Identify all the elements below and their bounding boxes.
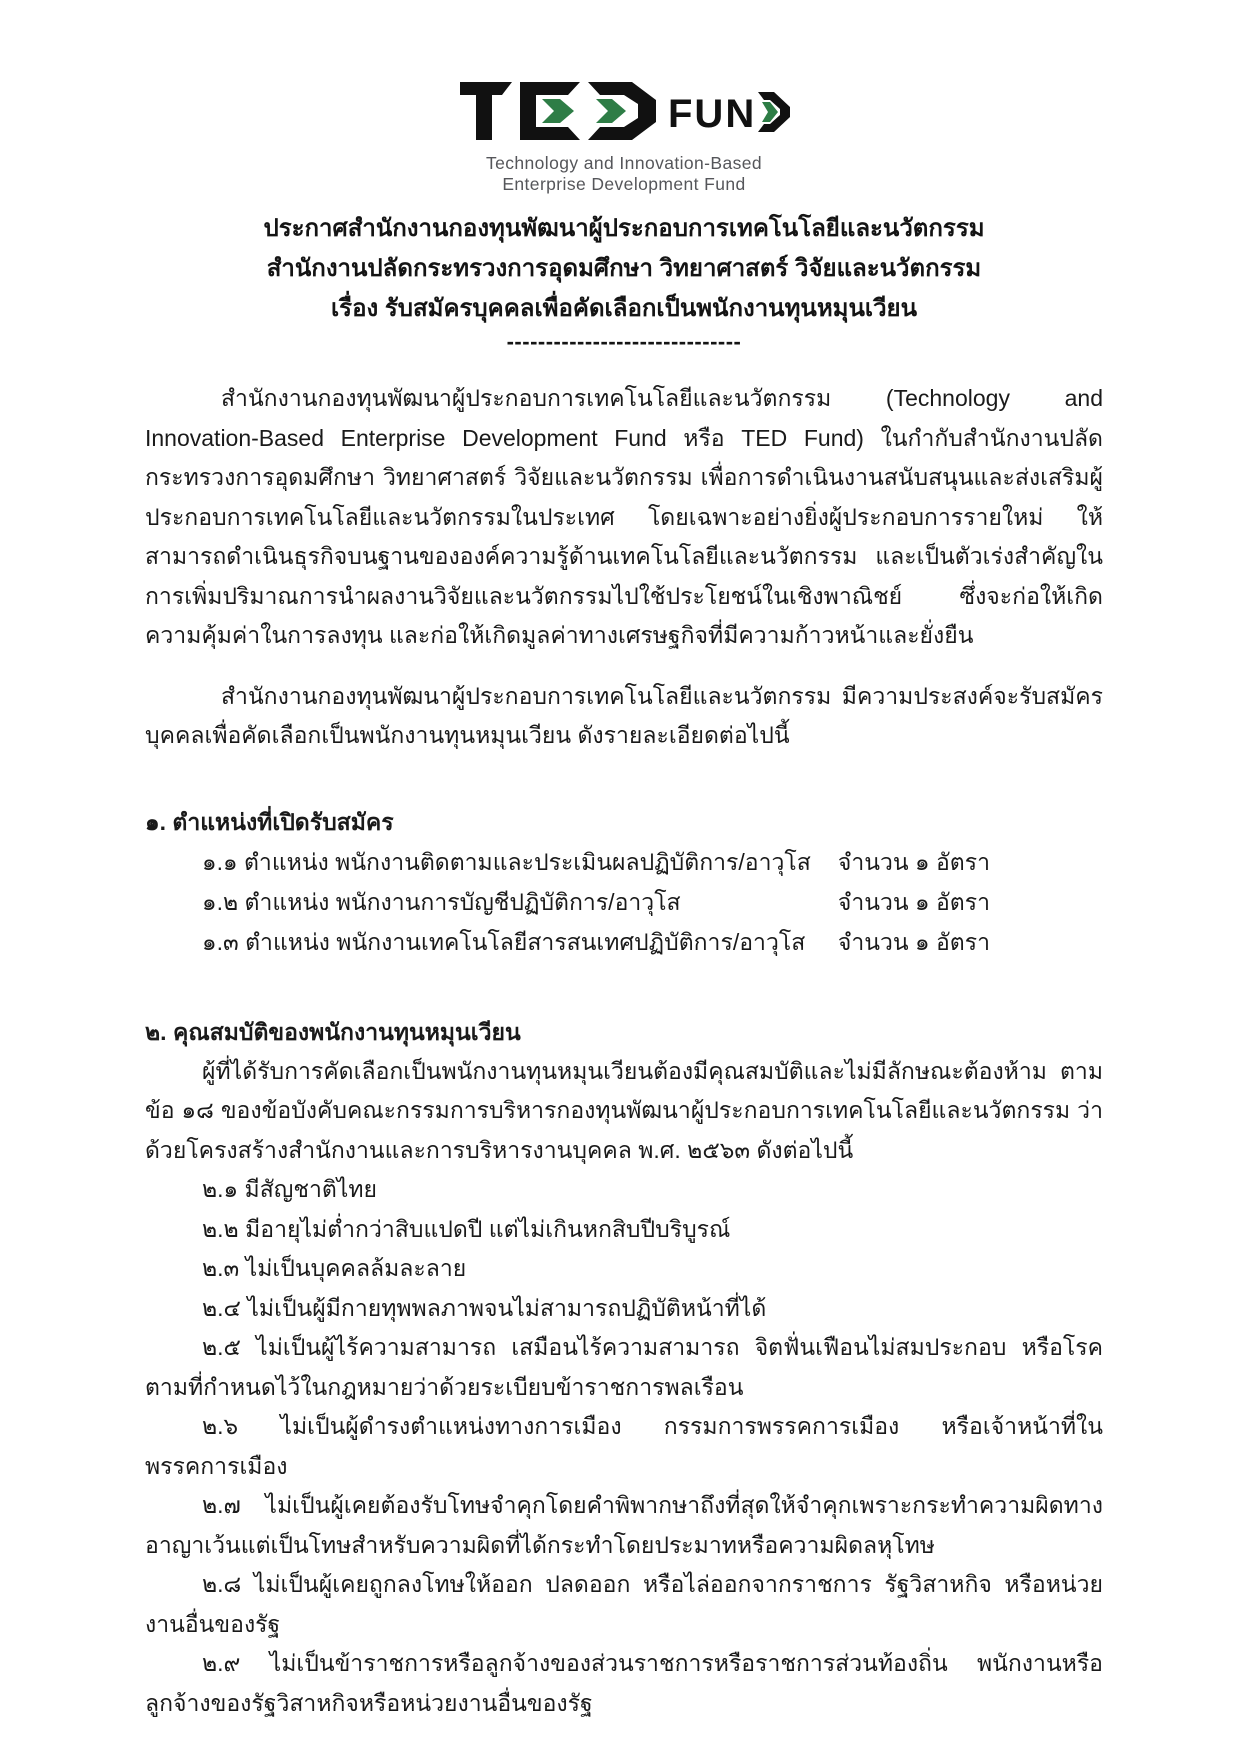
section-2-heading: ๒. คุณสมบัติของพนักงานทุนหมุนเวียน [145,1018,521,1045]
ted-fund-logo-icon [456,80,792,147]
svg-text:FUN: FUN [668,92,757,136]
title-line-2: สำนักงานปลัดกระทรวงการอุดมศึกษา วิทยาศาสตร์ วิจัยและนวัตกรรม [266,255,982,282]
title-line-3: เรื่อง รับสมัครบุคคลเพื่อคัดเลือกเป็นพนักงานทุนหมุนเวียน [330,295,918,322]
title-separator: ------------------------------ [506,329,742,354]
position-label: ๑.๒ ตำแหน่ง พนักงานการบัญชีปฏิบัติการ/อาวุโส [202,888,681,915]
logo-tagline-line1: Technology and Innovation-Based [485,153,763,173]
section-1-heading: ๑. ตำแหน่งที่เปิดรับสมัคร [145,808,394,835]
position-row [145,842,1103,882]
position-count: จำนวน ๑ อัตรา [837,848,990,875]
logo-tagline-line2: Enterprise Development Fund [502,174,746,194]
qualification-item: ๒.๓ ไม่เป็นบุคคลล้มละลาย [202,1255,467,1281]
logo-tagline [145,153,1103,195]
qualification-item: ๒.๑ มีสัญชาติไทย [202,1176,378,1202]
qualification-item: ๒.๕ ไม่เป็นผู้ไร้ความสามารถ เสมือนไร้ความสามารถ จิตฟั่นเฟือนไม่สมประกอบ หรือโรคตามที่กำหนดไว้ในกฎหมายว่าด้วยระเบียบข้าราชการพลเรือน [145,1334,1103,1400]
intro-paragraph-1: สำนักงานกองทุนพัฒนาผู้ประกอบการเทคโนโลยีและนวัตกรรม (Technology and Innovation-Based Enterprise Development Fund หรือ TED Fund) ในกำกับสำนักงานปลัดกระทรวงการอุดมศึกษา วิทยาศาสตร์ วิจัยและนวัตกรรม เพื่อการดำเนินงานสนับสนุนและส่งเสริมผู้ประกอบการเทคโนโลยีและนวัตกรรมในประเทศ โดยเฉพาะอย่างยิ่งผู้ประกอบการรายใหม่ ให้สามารถดำเนินธุรกิจบนฐานขององค์ความรู้ด้านเทคโนโลยีและนวัตกรรม และเป็นตัวเร่งสำคัญในการเพิ่มปริมาณการนำผลงานวิจัยและนวัตกรรมไปใช้ประโยชน์ในเชิงพาณิชย์ ซึ่งจะก่อให้เกิดความคุ้มค่าในการลงทุน และก่อให้เกิดมูลค่าทางเศรษฐกิจที่มีความก้าวหน้าและยั่งยืน [145,385,1103,648]
position-label: ๑.๓ ตำแหน่ง พนักงานเทคโนโลยีสารสนเทศปฏิบัติการ/อาวุโส [202,928,806,955]
section-2-intro: ผู้ที่ได้รับการคัดเลือกเป็นพนักงานทุนหมุนเวียนต้องมีคุณสมบัติและไม่มีลักษณะต้องห้าม ตามข้อ ๑๘ ของข้อบังคับคณะกรรมการบริหารกองทุนพัฒนาผู้ประกอบการเทคโนโลยีและนวัตกรรม ว่าด้วยโครงสร้างสำนักงานและการบริหารงานบุคคล พ.ศ. ๒๕๖๓ ดังต่อไปนี้ [145,1057,1103,1163]
position-label: ๑.๑ ตำแหน่ง พนักงานติดตามและประเมินผลปฏิบัติการ/อาวุโส [202,848,811,875]
qualification-item: ๒.๒ มีอายุไม่ต่ำกว่าสิบแปดปี แต่ไม่เกินหกสิบปีบริบูรณ์ [202,1215,731,1242]
qualification-item: ๒.๖ ไม่เป็นผู้ดำรงตำแหน่งทางการเมือง กรรมการพรรคการเมือง หรือเจ้าหน้าที่ในพรรคการเมือง [145,1413,1103,1479]
qualification-item: ๒.๔ ไม่เป็นผู้มีกายทุพพลภาพจนไม่สามารถปฏิบัติหน้าที่ได้ [202,1294,767,1321]
qualification-item: ๒.๘ ไม่เป็นผู้เคยถูกลงโทษให้ออก ปลดออก หรือไล่ออกจากราชการ รัฐวิสาหกิจ หรือหน่วยงานอื่นของรัฐ [145,1571,1103,1637]
intro-paragraph-2: สำนักงานกองทุนพัฒนาผู้ประกอบการเทคโนโลยีและนวัตกรรม มีความประสงค์จะรับสมัครบุคคลเพื่อคัดเลือกเป็นพนักงานทุนหมุนเวียน ดังรายละเอียดต่อไปนี้ [145,682,1103,748]
position-row [145,922,1103,962]
header-logo-block [145,80,1103,195]
title-line-1: ประกาศสำนักงานกองทุนพัฒนาผู้ประกอบการเทคโนโลยีและนวัตกรรม [263,215,985,242]
position-count: จำนวน ๑ อัตรา [837,888,990,915]
qualification-item: ๒.๙ ไม่เป็นข้าราชการหรือลูกจ้างของส่วนราชการหรือราชการส่วนท้องถิ่น พนักงานหรือลูกจ้างของรัฐวิสาหกิจหรือหน่วยงานอื่นของรัฐ [145,1650,1103,1716]
position-row [145,882,1103,922]
document-title [145,209,1103,329]
position-count: จำนวน ๑ อัตรา [837,928,990,955]
qualification-item: ๒.๗ ไม่เป็นผู้เคยต้องรับโทษจำคุกโดยคำพิพากษาถึงที่สุดให้จำคุกเพราะกระทำความผิดทางอาญาเว้นแต่เป็นโทษสำหรับความผิดที่ได้กระทำโดยประมาทหรือความผิดลหุโทษ [145,1492,1103,1558]
